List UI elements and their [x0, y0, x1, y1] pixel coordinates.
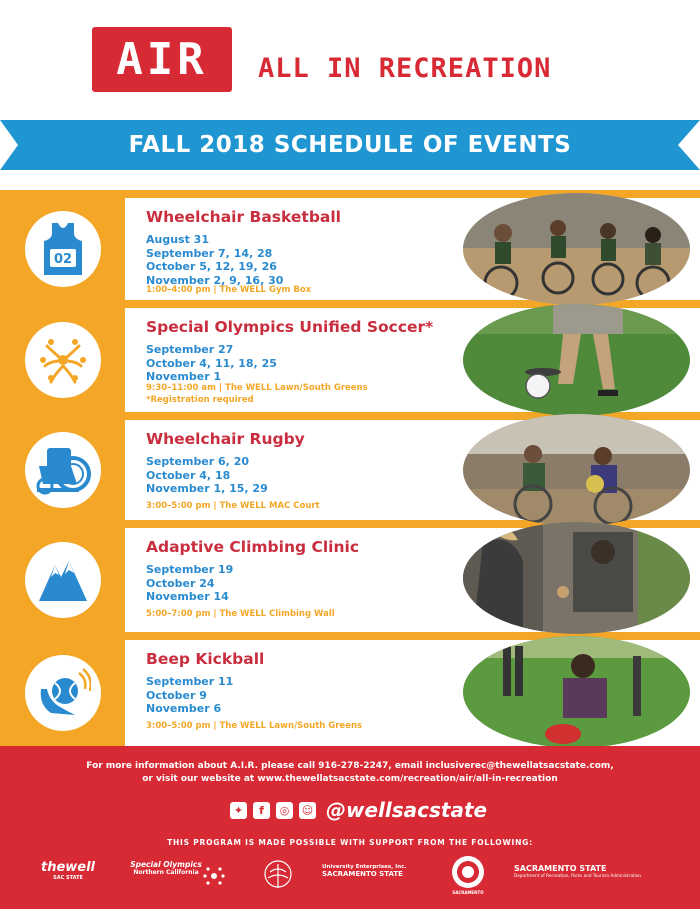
event-card	[125, 308, 700, 412]
instagram-icon[interactable]: ◎	[276, 802, 293, 819]
beep-ball-icon	[25, 655, 101, 731]
event-title: Wheelchair Rugby	[146, 430, 305, 448]
air-logo	[92, 27, 232, 92]
special-olympics-emblem	[200, 864, 228, 892]
city-of-sacramento-logo	[256, 858, 300, 902]
university-enterprises-logo: University Enterprises, Inc. SACRAMENTO STATE	[322, 864, 407, 878]
event-row-beep-kickball	[0, 640, 700, 746]
soccer-photo	[463, 304, 690, 416]
special-olympics-logo: Special Olympics Northern California	[130, 860, 202, 876]
mountain-icon	[25, 542, 101, 618]
header	[0, 0, 700, 118]
event-dates: August 31 September 7, 14, 28 October 5, 12, 19, 26 November 2, 9, 16, 30	[146, 233, 284, 287]
social-handle[interactable]: @wellsacstate	[326, 798, 488, 822]
support-text: THIS PROGRAM IS MADE POSSIBLE WITH SUPPORT FROM THE FOLLOWING:	[167, 838, 533, 847]
registration-note: *Registration required	[146, 395, 254, 405]
banner-title: FALL 2018 SCHEDULE OF EVENTS	[128, 132, 572, 158]
event-time-location: 5:00–7:00 pm | The WELL Climbing Wall	[146, 609, 335, 619]
twitter-icon[interactable]: ✦	[230, 802, 247, 819]
the-well-logo: thewell SAC STATE	[40, 860, 96, 881]
event-row-unified-soccer	[0, 308, 700, 412]
event-row-wheelchair-rugby	[0, 420, 700, 520]
event-title: Beep Kickball	[146, 650, 265, 668]
event-title: Special Olympics Unified Soccer*	[146, 318, 434, 336]
kickball-photo	[463, 636, 690, 748]
social-links	[230, 798, 487, 822]
event-dates: September 19 October 24 November 14	[146, 563, 234, 603]
event-dates: September 27 October 4, 11, 18, 25 November 1	[146, 343, 277, 383]
event-dates: September 6, 20 October 4, 18 November 1, 15, 29	[146, 455, 268, 495]
contact-info: For more information about A.I.R. please call 916-278-2247, email inclusiverec@thewellatsacstate.com, or visit our website at www.thewellatsacstate.com/recreation/air/all-in-recreation	[86, 761, 614, 784]
basketball-jersey-icon	[25, 211, 101, 287]
event-card	[125, 528, 700, 632]
sacramento-state-rpta-logo: SACRAMENTO STATE Department of Recreation, Parks and Tourism Administration	[514, 864, 642, 878]
event-title: Wheelchair Basketball	[146, 208, 341, 226]
event-time-location: 9:30–11:00 am | The WELL Lawn/South Greens *Registration required	[146, 383, 368, 405]
sacramento-seal-logo: SACRAMENTO	[446, 852, 490, 895]
snapchat-icon[interactable]: ☺	[299, 802, 316, 819]
logo-letters: AIR	[116, 34, 208, 85]
event-card	[125, 420, 700, 520]
event-title: Adaptive Climbing Clinic	[146, 538, 360, 556]
climbing-photo	[463, 522, 690, 634]
event-row-adaptive-climbing	[0, 528, 700, 632]
footer	[0, 746, 700, 909]
basketball-photo	[463, 193, 690, 305]
logo-text: ALL IN RECREATION	[258, 53, 552, 84]
wheelchair-icon	[25, 432, 101, 508]
special-olympics-icon	[25, 322, 101, 398]
event-card	[125, 198, 700, 300]
event-row-wheelchair-basketball	[0, 198, 700, 300]
event-time-location: 3:00–5:00 pm | The WELL MAC Court	[146, 501, 320, 511]
event-dates: September 11 October 9 November 6	[146, 675, 234, 715]
event-time-location: 1:00–4:00 pm | The WELL Gym Box	[146, 285, 312, 295]
schedule-section	[0, 190, 700, 746]
rugby-photo	[463, 414, 690, 526]
schedule-banner	[0, 120, 700, 170]
event-card	[125, 640, 700, 746]
jersey-number: 02	[53, 252, 72, 267]
event-time-location: 3:00–5:00 pm | The WELL Lawn/South Greens	[146, 721, 363, 731]
facebook-icon[interactable]: f	[253, 802, 270, 819]
